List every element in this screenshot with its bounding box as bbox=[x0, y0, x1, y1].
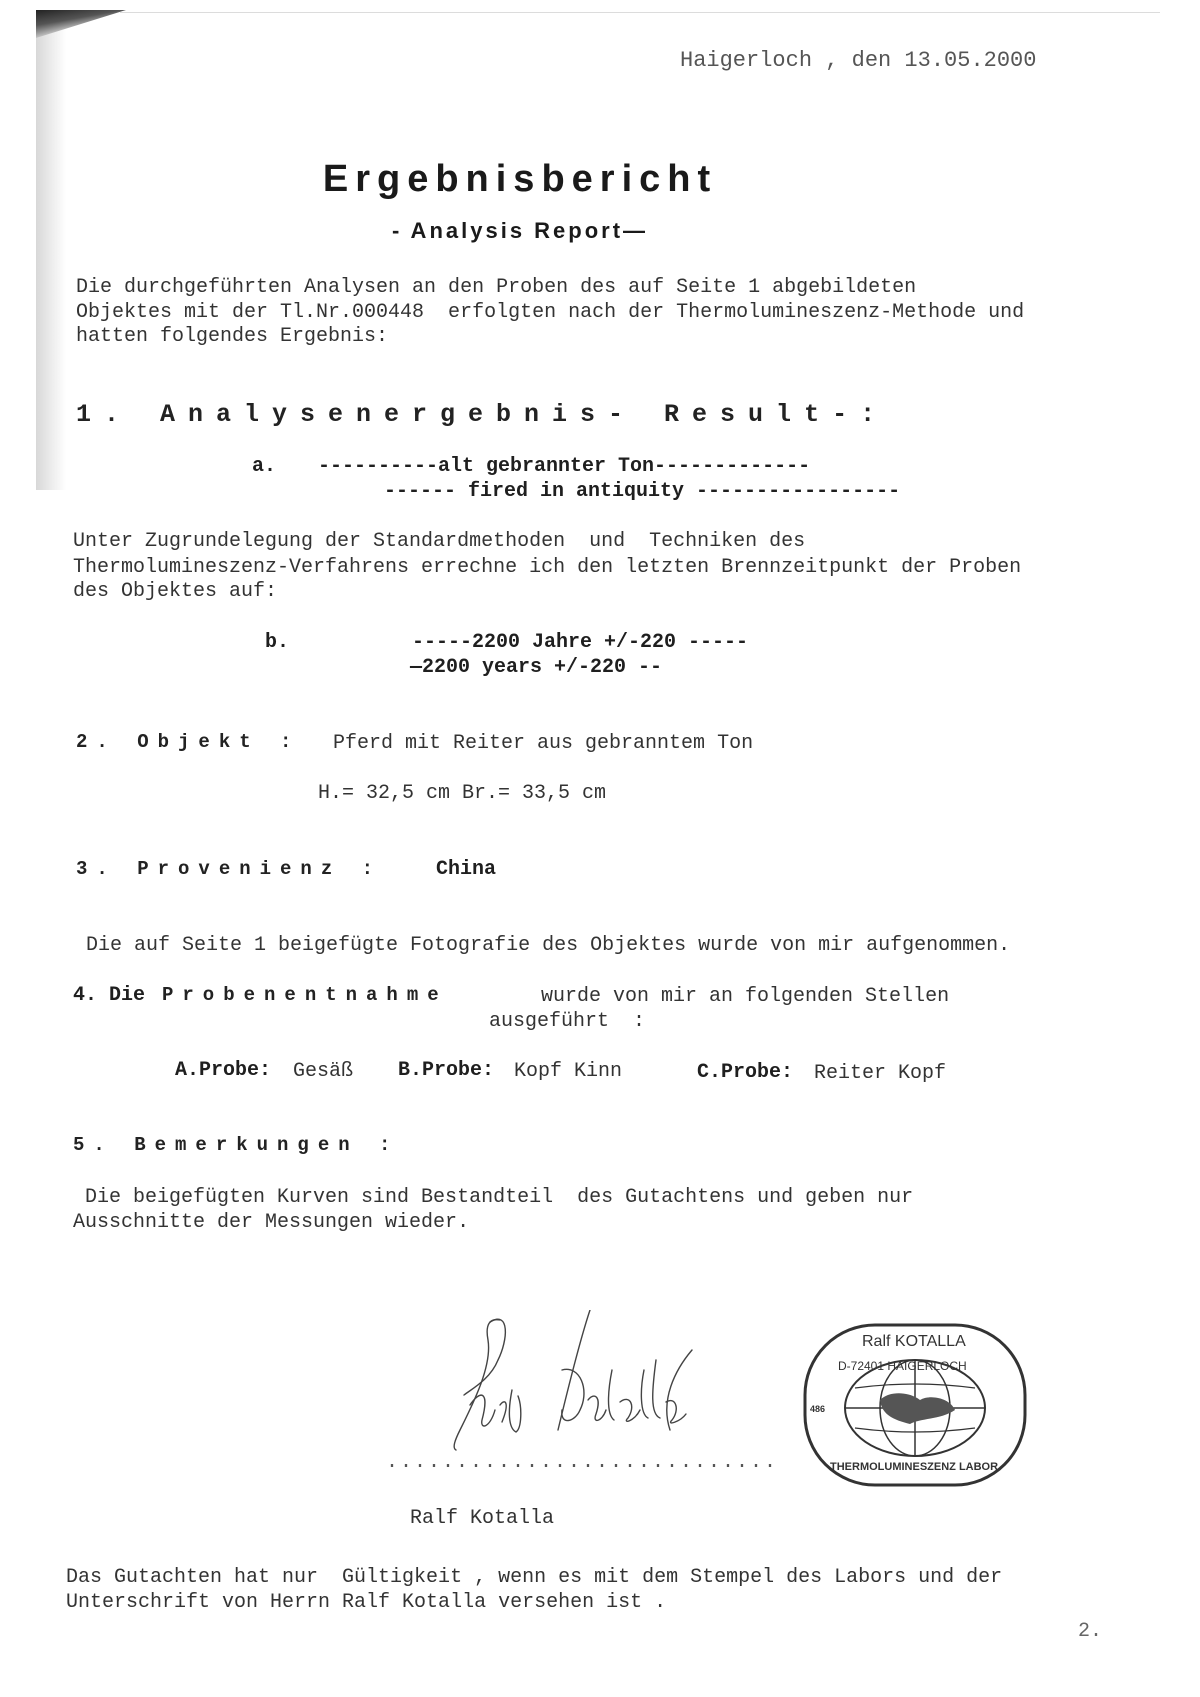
document-subtitle: - Analysis Report— bbox=[391, 218, 649, 243]
section-4-text-2: ausgeführt : bbox=[489, 1010, 646, 1033]
intro-line-3: hatten folgendes Ergebnis: bbox=[76, 325, 389, 348]
method-line-3: des Objektes auf: bbox=[73, 580, 278, 603]
section-4-prefix: 4. Die bbox=[73, 984, 146, 1007]
result-a-line-2: ------ fired in antiquity ----------------- bbox=[384, 480, 901, 503]
page-number: 2. bbox=[1078, 1620, 1103, 1643]
result-a-label: a. bbox=[252, 455, 277, 478]
result-b-line-1: -----2200 Jahre +/-220 ----- bbox=[412, 631, 749, 654]
scan-edge-shadow bbox=[36, 10, 66, 490]
result-b-label: b. bbox=[265, 631, 290, 654]
stamp-address: D-72401 HAIGERLOCH bbox=[838, 1359, 967, 1373]
result-a-line-1: ----------alt gebrannter Ton------------- bbox=[318, 455, 811, 478]
handwritten-signature bbox=[430, 1310, 730, 1460]
footer-line-1: Das Gutachten hat nur Gültigkeit , wenn es mit dem Stempel des Labors und der bbox=[66, 1566, 1003, 1589]
method-line-2: Thermolumineszenz-Verfahrens errechne ich den letzten Brennzeitpunkt der Proben bbox=[73, 556, 1022, 579]
stamp-lab-name: THERMOLUMINESZENZ LABOR bbox=[830, 1461, 999, 1473]
document-title: Ergebnisbericht bbox=[322, 158, 718, 200]
remarks-line-1: Die beigefügten Kurven sind Bestandteil des Gutachtens und geben nur bbox=[73, 1186, 914, 1209]
section-2-heading: 2. Objekt : bbox=[76, 731, 301, 753]
section-3-heading: 3. Provenienz : bbox=[76, 858, 383, 880]
photo-note: Die auf Seite 1 beigefügte Fotografie des Objektes wurde von mir aufgenommen. bbox=[86, 934, 1011, 957]
sample-c-label: C.Probe: bbox=[697, 1061, 794, 1084]
object-dimensions: H.= 32,5 cm Br.= 33,5 cm bbox=[318, 782, 607, 805]
section-4-heading: Probenentnahme bbox=[162, 984, 448, 1006]
remarks-line-2: Ausschnitte der Messungen wieder. bbox=[73, 1211, 470, 1234]
section-1-heading: 1. Analysenergebnis- Result-: bbox=[76, 400, 889, 429]
provenance-value: China bbox=[436, 858, 497, 881]
scan-corner-fold bbox=[36, 10, 126, 38]
result-b-line-2: —2200 years +/-220 -- bbox=[410, 656, 663, 679]
signature-dotted-line: ............................ bbox=[386, 1451, 779, 1474]
intro-line-1: Die durchgeführten Analysen an den Proben des auf Seite 1 abgebildeten bbox=[76, 276, 917, 299]
method-line-1: Unter Zugrundelegung der Standardmethoden und Techniken des bbox=[73, 530, 806, 553]
sample-a-label: A.Probe: bbox=[175, 1059, 272, 1082]
section-5-heading: 5. Bemerkungen : bbox=[73, 1134, 400, 1156]
object-description: Pferd mit Reiter aus gebranntem Ton bbox=[333, 732, 754, 755]
intro-line-2: Objektes mit der Tl.Nr.000448 erfolgten nach der Thermolumineszenz-Methode und bbox=[76, 301, 1025, 324]
sample-b-value: Kopf Kinn bbox=[514, 1060, 623, 1083]
scan-top-edge bbox=[120, 12, 1160, 13]
sample-b-label: B.Probe: bbox=[398, 1059, 495, 1082]
signatory-name: Ralf Kotalla bbox=[410, 1507, 555, 1530]
sample-a-value: Gesäß bbox=[293, 1060, 354, 1083]
section-4-text-1: wurde von mir an folgenden Stellen bbox=[541, 985, 950, 1008]
place-date: Haigerloch , den 13.05.2000 bbox=[680, 48, 1037, 73]
sample-c-value: Reiter Kopf bbox=[814, 1062, 947, 1085]
footer-line-2: Unterschrift von Herrn Ralf Kotalla versehen ist . bbox=[66, 1591, 667, 1614]
laboratory-stamp bbox=[800, 1320, 1030, 1490]
stamp-number: 486 bbox=[810, 1404, 826, 1414]
stamp-name: Ralf KOTALLA bbox=[862, 1333, 966, 1350]
